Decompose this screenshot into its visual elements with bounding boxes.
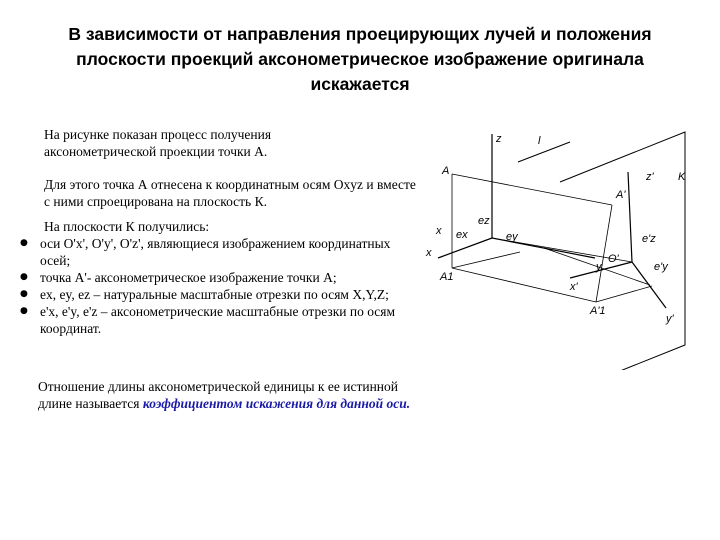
label-K: K: [678, 171, 686, 183]
bullet-icon: ●: [20, 272, 28, 282]
list-item: ● e'x, e'y, e'z – аксонометрические масштабные отрезки по осям координат.: [20, 304, 396, 336]
label-z-prime: z': [646, 171, 654, 183]
label-O-prime: O': [608, 253, 619, 265]
axis-z-prime: [628, 172, 632, 262]
results-list: [20, 235, 420, 337]
label-A: A: [442, 165, 450, 177]
label-A1-prime: A'1: [590, 305, 606, 317]
label-x: x: [436, 225, 442, 237]
list-item: ● ex, ey, ez – натуральные масштабные отрезки по осям X,Y,Z;: [20, 287, 389, 302]
slide-title: В зависимости от направления проецирующих лучей и положения плоскости проекций аксонометрическое изображение оригинала искажается: [68, 24, 652, 94]
list-item: ● оси O'x', O'y', O'z', являющиеся изображением координатных осей;: [20, 236, 391, 268]
note-text: Отношение длины аксонометрической единицы к ее истинной длине называется: [38, 379, 398, 411]
A1-link: [452, 252, 520, 268]
projection-direction-l: [518, 142, 570, 162]
axonometric-diagram: [420, 110, 720, 370]
note-term: коэффициентом искажения для данной оси.: [142, 396, 411, 411]
bullet-icon: ●: [20, 238, 28, 248]
label-y: y: [596, 261, 602, 273]
label-ez-prime: e'z: [642, 233, 656, 245]
plane-results-heading: На плоскости К получились:: [44, 219, 210, 234]
bullet-icon: ●: [20, 306, 28, 316]
label-ez: ez: [478, 215, 490, 227]
label-A1: A1: [440, 271, 454, 283]
axis-x: [438, 238, 492, 258]
ray-A: [452, 174, 612, 205]
projection-paragraph: Для этого точка А отнесена к координатным осям Oxyz и вместе с ними спроецирована на плоскость К.: [44, 177, 416, 209]
distortion-note: [38, 378, 418, 412]
intro-paragraph: На рисунке показан процесс получения аксонометрической проекции точки А.: [44, 127, 272, 159]
label-l: l: [538, 135, 541, 147]
label-x-prime: x': [570, 281, 578, 293]
label-ex: ex: [456, 229, 468, 241]
plane-k: [560, 132, 685, 370]
label-A-prime: A': [616, 189, 626, 201]
label-ey: ey: [506, 231, 518, 243]
label-x-letter: x: [426, 247, 432, 259]
label-ey-prime: e'y: [654, 261, 668, 273]
bullet-icon: ●: [20, 289, 28, 299]
list-item: ● точка A'- аксонометрическое изображение точки А;: [20, 270, 337, 285]
A1-prime-link: [596, 286, 652, 302]
label-y-prime: y': [666, 313, 674, 325]
label-z: z: [496, 133, 502, 145]
